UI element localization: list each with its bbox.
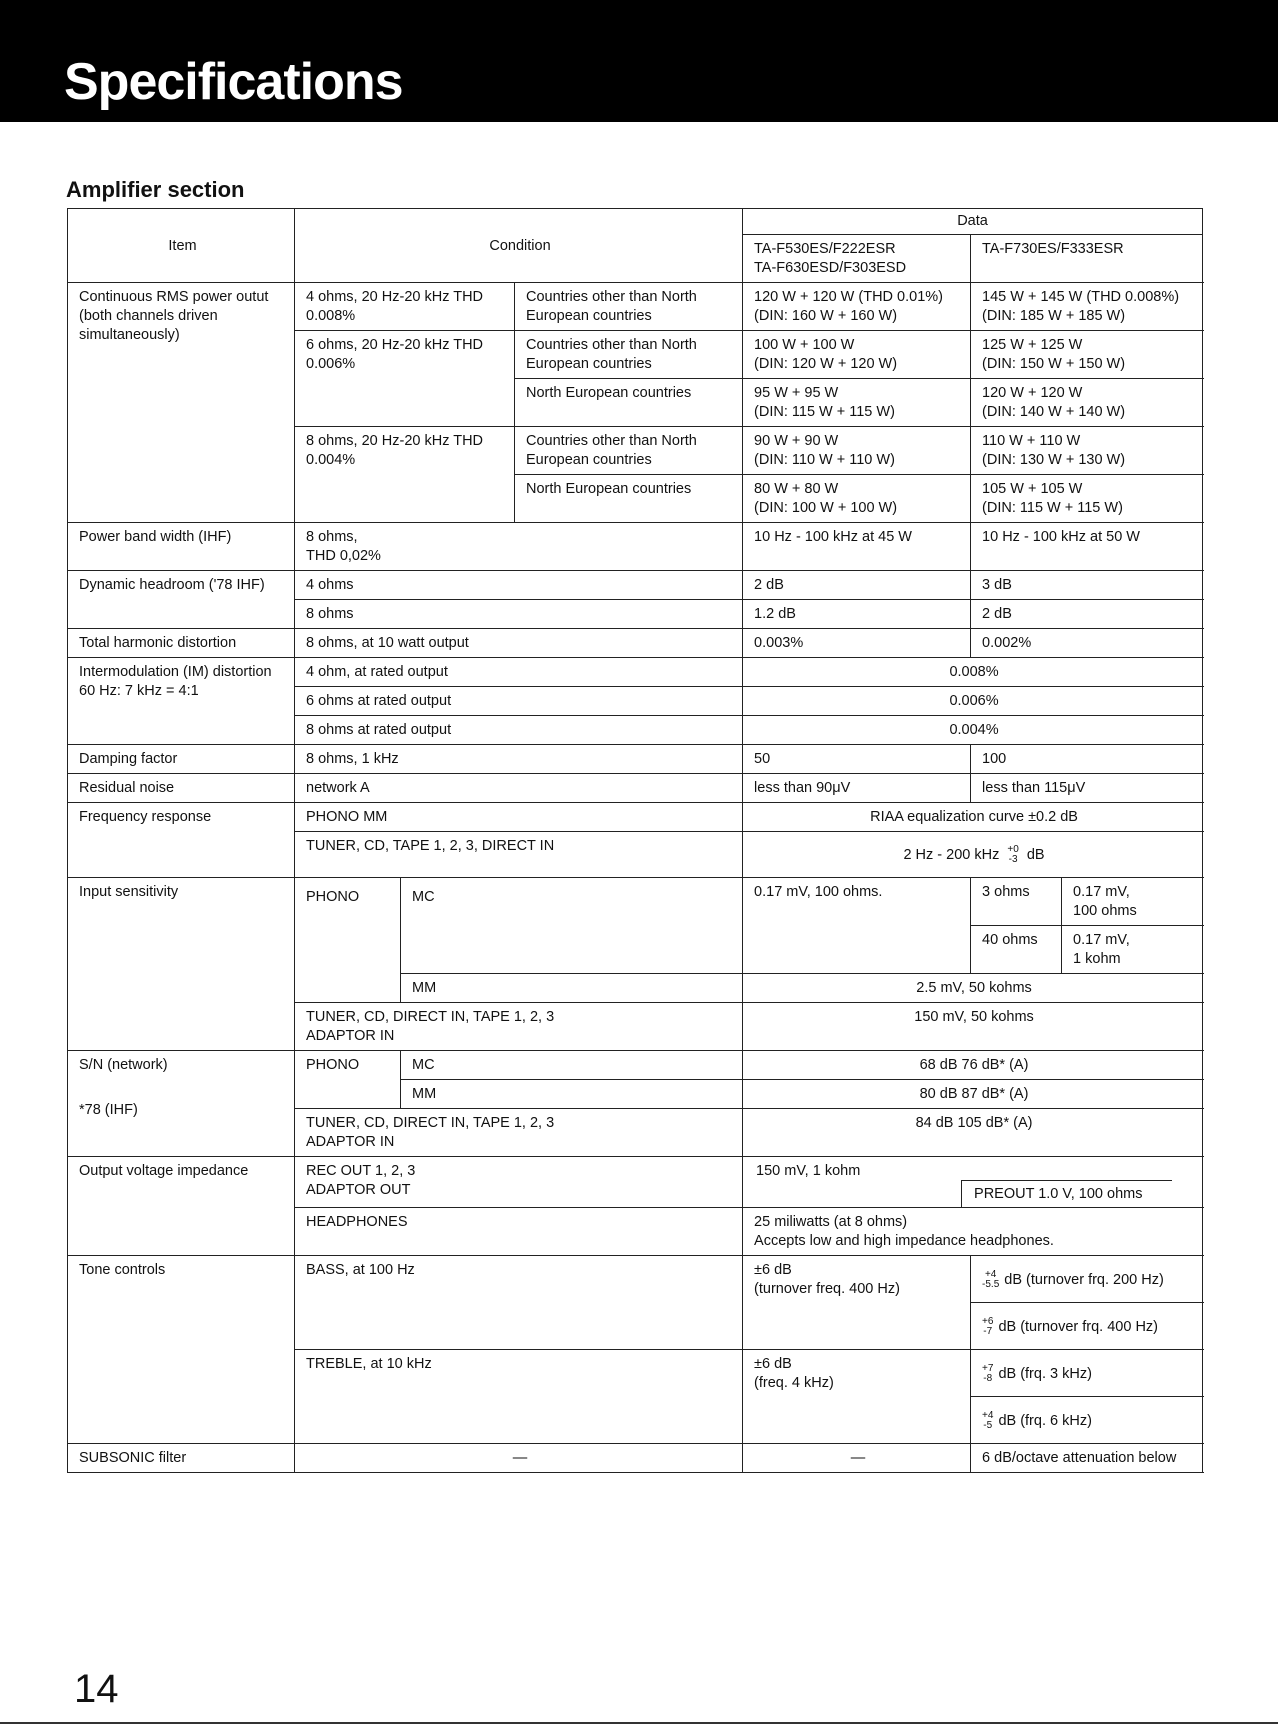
shared-value bbox=[743, 832, 1203, 878]
tone-value-text: dB (frq. 6 kHz) bbox=[998, 1412, 1092, 1429]
condition-cell: 6 ohms, 20 Hz-20 kHz THD 0.006% bbox=[295, 331, 515, 427]
model-a-value: 95 W + 95 W (DIN: 115 W + 115 W) bbox=[743, 379, 971, 427]
row-item: Output voltage impedance bbox=[68, 1157, 295, 1256]
model-b-value bbox=[971, 1256, 1203, 1303]
model-b-value: 105 W + 105 W (DIN: 115 W + 115 W) bbox=[971, 475, 1203, 523]
tolerance-plus: +6 bbox=[982, 1315, 994, 1327]
model-b-value bbox=[971, 1350, 1203, 1397]
table-row bbox=[68, 878, 1203, 926]
condition-cell: — bbox=[295, 1444, 743, 1473]
shared-value: 0.006% bbox=[743, 687, 1203, 716]
condition-cell: REC OUT 1, 2, 3 ADAPTOR OUT bbox=[295, 1157, 743, 1208]
model-b-value: 6 dB/octave attenuation below bbox=[971, 1444, 1203, 1473]
tolerance-minus: -5.5 bbox=[982, 1278, 1000, 1290]
table-row bbox=[68, 774, 1203, 803]
region-cell: North European countries bbox=[515, 475, 743, 523]
model-b-value: 110 W + 110 W (DIN: 130 W + 130 W) bbox=[971, 427, 1203, 475]
section-title: Amplifier section bbox=[66, 177, 245, 202]
table-row bbox=[68, 745, 1203, 774]
condition-cell: 8 ohms, at 10 watt output bbox=[295, 629, 743, 658]
model-b-value: 145 W + 145 W (THD 0.008%) (DIN: 185 W + 185 W) bbox=[971, 283, 1203, 331]
row-item: Total harmonic distortion bbox=[68, 629, 295, 658]
condition-header: Condition bbox=[295, 209, 743, 283]
tolerance-minus: -3 bbox=[1008, 854, 1018, 865]
tolerance-plus: +7 bbox=[982, 1362, 994, 1374]
shared-value: 25 miliwatts (at 8 ohms) Accepts low and high impedance headphones. bbox=[743, 1208, 1203, 1256]
region-cell: Countries other than North European countries bbox=[515, 331, 743, 379]
row-item: Power band width (IHF) bbox=[68, 523, 295, 571]
condition-cell: 4 ohms, 20 Hz-20 kHz THD 0.008% bbox=[295, 283, 515, 331]
condition-cell: TUNER, CD, TAPE 1, 2, 3, DIRECT IN bbox=[295, 832, 743, 878]
condition-cell: PHONO MM bbox=[295, 803, 743, 832]
table-row bbox=[68, 209, 1203, 235]
condition-cell: 8 ohms at rated output bbox=[295, 716, 743, 745]
model-a-value: 10 Hz - 100 kHz at 45 W bbox=[743, 523, 971, 571]
model-a-value: 0.003% bbox=[743, 629, 971, 658]
shared-value: 80 dB 87 dB* (A) bbox=[743, 1080, 1203, 1109]
shared-value: 0.004% bbox=[743, 716, 1203, 745]
condition-cell: 4 ohm, at rated output bbox=[295, 658, 743, 687]
condition-cell: PHONO bbox=[295, 1051, 401, 1109]
frequency-range: 2 Hz - 200 kHz bbox=[903, 846, 1000, 863]
model-a-value: 100 W + 100 W (DIN: 120 W + 120 W) bbox=[743, 331, 971, 379]
condition-cell: PHONO bbox=[295, 878, 401, 1003]
model-a-value: 90 W + 90 W (DIN: 110 W + 110 W) bbox=[743, 427, 971, 475]
model-b-value: 0.002% bbox=[971, 629, 1203, 658]
shared-value: 84 dB 105 dB* (A) bbox=[743, 1109, 1203, 1157]
condition-cell: MC bbox=[401, 1051, 743, 1080]
condition-cell: 8 ohms bbox=[295, 600, 743, 629]
tolerance-plus: +0 bbox=[1007, 844, 1019, 855]
model-b-value: 0.17 mV, 100 ohms bbox=[1062, 878, 1203, 926]
table-row bbox=[68, 283, 1203, 331]
row-item: Tone controls bbox=[68, 1256, 295, 1444]
condition-cell: 8 ohms, THD 0,02% bbox=[295, 523, 743, 571]
tolerance-minus: -7 bbox=[983, 1325, 993, 1337]
table-row bbox=[68, 1157, 1203, 1208]
model-a-value: — bbox=[743, 1444, 971, 1473]
model-a-value: less than 90μV bbox=[743, 774, 971, 803]
row-item: Dynamic headroom ('78 IHF) bbox=[68, 571, 295, 629]
model-a-value: 80 W + 80 W (DIN: 100 W + 100 W) bbox=[743, 475, 971, 523]
condition-cell: 8 ohms, 20 Hz-20 kHz THD 0.004% bbox=[295, 427, 515, 523]
model-b-value: less than 115μV bbox=[971, 774, 1203, 803]
model-a-value: ±6 dB (freq. 4 kHz) bbox=[743, 1350, 971, 1444]
model-b-value: 0.17 mV, 1 kohm bbox=[1062, 926, 1203, 974]
table-row bbox=[68, 629, 1203, 658]
tolerance-minus: -8 bbox=[983, 1372, 993, 1384]
tolerance-plus: +4 bbox=[982, 1409, 994, 1421]
tolerance-minus: -5 bbox=[983, 1419, 993, 1431]
row-item: SUBSONIC filter bbox=[68, 1444, 295, 1473]
impedance-cell: 3 ohms bbox=[971, 878, 1062, 926]
condition-cell: 6 ohms at rated output bbox=[295, 687, 743, 716]
sn-label: S/N (network) bbox=[79, 1057, 168, 1073]
table-row bbox=[68, 1444, 1203, 1473]
shared-value: 2.5 mV, 50 kohms bbox=[743, 974, 1203, 1003]
model-b-value: 125 W + 125 W (DIN: 150 W + 150 W) bbox=[971, 331, 1203, 379]
region-cell: North European countries bbox=[515, 379, 743, 427]
table-row bbox=[68, 571, 1203, 600]
tone-value-text: dB (turnover frq. 400 Hz) bbox=[998, 1318, 1159, 1335]
impedance-cell: 40 ohms bbox=[971, 926, 1062, 974]
row-item: Frequency response bbox=[68, 803, 295, 878]
condition-cell: 8 ohms, 1 kHz bbox=[295, 745, 743, 774]
condition-cell: MM bbox=[401, 974, 743, 1003]
row-item: Continuous RMS power outut (both channels driven simultaneously) bbox=[68, 283, 295, 523]
region-cell: Countries other than North European countries bbox=[515, 283, 743, 331]
shared-value: 0.008% bbox=[743, 658, 1203, 687]
model-b-value: 120 W + 120 W (DIN: 140 W + 140 W) bbox=[971, 379, 1203, 427]
condition-cell: TUNER, CD, DIRECT IN, TAPE 1, 2, 3 ADAPTOR IN bbox=[295, 1109, 743, 1157]
model-b-value: 3 dB bbox=[971, 571, 1203, 600]
model-b-value bbox=[971, 1397, 1203, 1444]
model-b-value: 10 Hz - 100 kHz at 50 W bbox=[971, 523, 1203, 571]
condition-cell: 4 ohms bbox=[295, 571, 743, 600]
table-row bbox=[68, 658, 1203, 687]
condition-cell: BASS, at 100 Hz bbox=[295, 1256, 743, 1350]
table-row bbox=[68, 1051, 1203, 1080]
region-cell: Countries other than North European countries bbox=[515, 427, 743, 475]
model-a-value: ±6 dB (turnover freq. 400 Hz) bbox=[743, 1256, 971, 1350]
page-number: 14 bbox=[74, 1667, 119, 1711]
table-row bbox=[68, 803, 1203, 832]
shared-value bbox=[743, 1157, 1203, 1208]
tone-value-text: dB (frq. 3 kHz) bbox=[998, 1365, 1092, 1382]
model-a-value: 2 dB bbox=[743, 571, 971, 600]
condition-cell: TREBLE, at 10 kHz bbox=[295, 1350, 743, 1444]
condition-cell: TUNER, CD, DIRECT IN, TAPE 1, 2, 3 ADAPTOR IN bbox=[295, 1003, 743, 1051]
model-a-value: 50 bbox=[743, 745, 971, 774]
model-a-value: 0.17 mV, 100 ohms. bbox=[743, 878, 971, 974]
shared-value: RIAA equalization curve ±0.2 dB bbox=[743, 803, 1203, 832]
model-b-value bbox=[971, 1303, 1203, 1350]
unit: dB bbox=[1026, 846, 1045, 863]
row-item: Residual noise bbox=[68, 774, 295, 803]
rec-out-value: 150 mV, 1 kohm bbox=[756, 1163, 861, 1179]
model-b-value: 2 dB bbox=[971, 600, 1203, 629]
row-item: Damping factor bbox=[68, 745, 295, 774]
condition-cell: MM bbox=[401, 1080, 743, 1109]
condition-cell: MC bbox=[401, 878, 743, 974]
model-b-value: 100 bbox=[971, 745, 1203, 774]
tolerance-plus: +4 bbox=[984, 1268, 997, 1280]
preout-value: PREOUT 1.0 V, 100 ohms bbox=[961, 1180, 1172, 1207]
model-a-header: TA-F530ES/F222ESR TA-F630ESD/F303ESD bbox=[743, 235, 971, 283]
model-a-value: 120 W + 120 W (THD 0.01%) (DIN: 160 W + 160 W) bbox=[743, 283, 971, 331]
ihf-footnote: *78 (IHF) bbox=[79, 1102, 138, 1118]
shared-value: 150 mV, 50 kohms bbox=[743, 1003, 1203, 1051]
row-item: Intermodulation (IM) distortion 60 Hz: 7 kHz = 4:1 bbox=[68, 658, 295, 745]
model-a-value: 1.2 dB bbox=[743, 600, 971, 629]
item-header: Item bbox=[68, 209, 295, 283]
model-b-header: TA-F730ES/F333ESR bbox=[971, 235, 1203, 283]
row-item bbox=[68, 1051, 295, 1157]
specifications-table bbox=[67, 208, 1203, 1473]
header-banner bbox=[0, 0, 1278, 122]
data-header: Data bbox=[743, 209, 1203, 235]
condition-cell: network A bbox=[295, 774, 743, 803]
tone-value-text: dB (turnover frq. 200 Hz) bbox=[1004, 1271, 1164, 1288]
page-title: Specifications bbox=[64, 53, 403, 111]
footer-rule bbox=[0, 1722, 1278, 1724]
row-item: Input sensitivity bbox=[68, 878, 295, 1051]
condition-cell: HEADPHONES bbox=[295, 1208, 743, 1256]
table-row bbox=[68, 1256, 1203, 1303]
shared-value: 68 dB 76 dB* (A) bbox=[743, 1051, 1203, 1080]
table-row bbox=[68, 523, 1203, 571]
